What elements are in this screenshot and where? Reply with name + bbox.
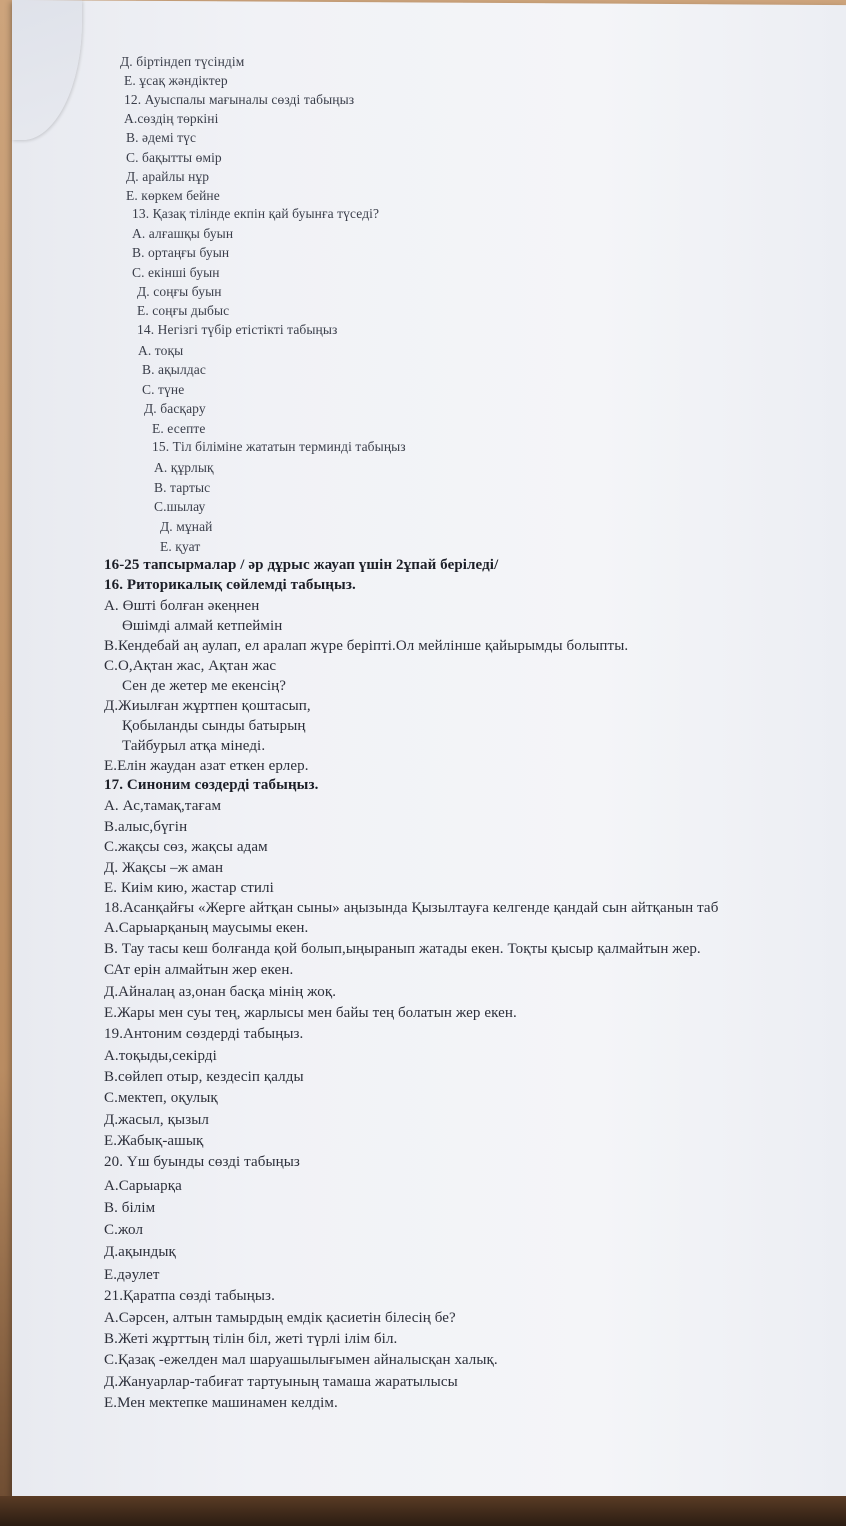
text-line: В. білім xyxy=(104,1200,156,1216)
question-12: 12. Ауыспалы мағыналы сөзді табыңыз xyxy=(124,92,355,107)
text-line: САт ерін алмайтын жер екен. xyxy=(104,962,294,978)
text-line: С.О,Ақтан жас, Ақтан жас xyxy=(104,658,277,674)
text-line: С.жақсы сөз, жақсы адам xyxy=(104,839,268,855)
text-line: А.сөздің төркіні xyxy=(124,111,219,126)
text-line: В. ортаңғы буын xyxy=(132,245,230,260)
question-18: 18.Асанқайғы «Жерге айтқан сыны» аңызында Қызылтауға келгенде қандай сын айтқанын таб xyxy=(104,900,719,916)
text-line: Д.ақындық xyxy=(104,1244,176,1260)
text-line: Е. есепте xyxy=(152,421,206,436)
question-21: 21.Қаратпа сөзді табыңыз. xyxy=(104,1288,275,1304)
text-line: Е.Жары мен суы тең, жарлысы мен байы тең болатын жер екен. xyxy=(104,1005,517,1021)
text-line: А. құрлық xyxy=(154,460,214,475)
text-line: В. Тау тасы кеш болғанда қой болып,ыңыранып жатады екен. Тоқты қысыр қалмайтын жер. xyxy=(104,941,701,957)
question-15: 15. Тіл біліміне жататын терминді табыңыз xyxy=(152,439,406,454)
text-line: А.тоқыды,секірді xyxy=(104,1048,217,1064)
question-19: 19.Антоним сөздерді табыңыз. xyxy=(104,1026,304,1042)
text-line: В. ақылдас xyxy=(142,362,206,377)
text-line: Д. мұнай xyxy=(160,519,213,534)
text-line: С. бақытты өмір xyxy=(126,150,222,165)
text-line: А.Сәрсен, алтын тамырдың емдік қасиетін білесің бе? xyxy=(104,1310,456,1326)
text-line: Д. Жақсы –ж аман xyxy=(104,860,224,876)
text-line: Тайбурыл атқа мінеді. xyxy=(122,738,266,754)
text-line: С.мектеп, оқулық xyxy=(104,1090,218,1106)
text-line: Д.жасыл, қызыл xyxy=(104,1112,209,1128)
text-line: Д. соңғы буын xyxy=(137,284,222,299)
question-16: 16. Риторикалық сөйлемді табыңыз. xyxy=(104,577,356,593)
section-heading: 16-25 тапсырмалар / әр дұрыс жауап үшін 2ұпай беріледі/ xyxy=(104,557,499,573)
text-line: Д.Жануарлар-табиғат тартуының тамаша жаратылысы xyxy=(104,1374,458,1390)
text-line: Е.дәулет xyxy=(104,1267,160,1283)
text-line: А. тоқы xyxy=(138,343,184,358)
text-line: В.Кендебай аң аулап, ел аралап жүре беріпті.Ол мейлінше қайырымды болыпты. xyxy=(104,638,629,654)
text-line: А. алғашқы буын xyxy=(132,226,234,241)
question-17: 17. Синоним сөздерді табыңыз. xyxy=(104,777,319,793)
question-14: 14. Негізгі түбір етістікті табыңыз xyxy=(137,322,338,337)
text-line: Сен де жетер ме екенсің? xyxy=(122,678,287,694)
question-20: 20. Үш буынды сөзді табыңыз xyxy=(104,1154,300,1170)
text-line: С. екінші буын xyxy=(132,265,220,280)
text-line: Е. ұсақ жәндіктер xyxy=(124,73,228,88)
text-line: Д.Айналаң аз,онан басқа мінің жоқ. xyxy=(104,984,337,1000)
text-line: В.алыс,бүгін xyxy=(104,819,188,835)
text-line: Д. басқару xyxy=(144,401,206,416)
text-line: С.жол xyxy=(104,1222,144,1238)
text-line: В. әдемі түс xyxy=(126,130,197,145)
text-line: Е. қуат xyxy=(160,539,201,554)
text-line: А. Ас,тамақ,тағам xyxy=(104,798,222,814)
text-line: Д.Жиылған жұртпен қоштасып, xyxy=(104,698,311,714)
text-line: Е.Жабық-ашық xyxy=(104,1133,204,1149)
text-line: С.Қазақ -ежелден мал шаруашылығымен айналысқан халық. xyxy=(104,1352,498,1368)
question-13: 13. Қазақ тілінде екпін қай буынға түседі? xyxy=(132,206,380,221)
text-line: Д. біртіндеп түсіндім xyxy=(120,54,245,69)
text-line: Е.Елін жаудан азат еткен ерлер. xyxy=(104,758,309,774)
text-line: А.Сарыарқаның маусымы екен. xyxy=(104,920,309,936)
text-line: Қобыланды сынды батырың xyxy=(122,718,306,734)
text-line: Өшімді алмай кетпеймін xyxy=(122,618,283,634)
text-line: Е. көркем бейне xyxy=(126,188,220,203)
text-line: А. Өшті болған әкеңнен xyxy=(104,598,260,614)
text-line: С. түне xyxy=(142,382,185,397)
text-line: Е. соңғы дыбыс xyxy=(137,303,230,318)
text-line: В.сөйлеп отыр, кездесіп қалды xyxy=(104,1069,304,1085)
text-line: Е. Киім кию, жастар стилі xyxy=(104,880,274,896)
text-line: В. тартыс xyxy=(154,480,211,495)
text-line: С.шылау xyxy=(154,499,206,514)
text-line: В.Жеті жұрттың тілін біл, жеті түрлі ілім біл. xyxy=(104,1331,398,1347)
text-line: А.Сарыарқа xyxy=(104,1178,182,1194)
text-line: Д. арайлы нұр xyxy=(126,169,210,184)
text-line: Е.Мен мектепке машинамен келдім. xyxy=(104,1395,338,1411)
